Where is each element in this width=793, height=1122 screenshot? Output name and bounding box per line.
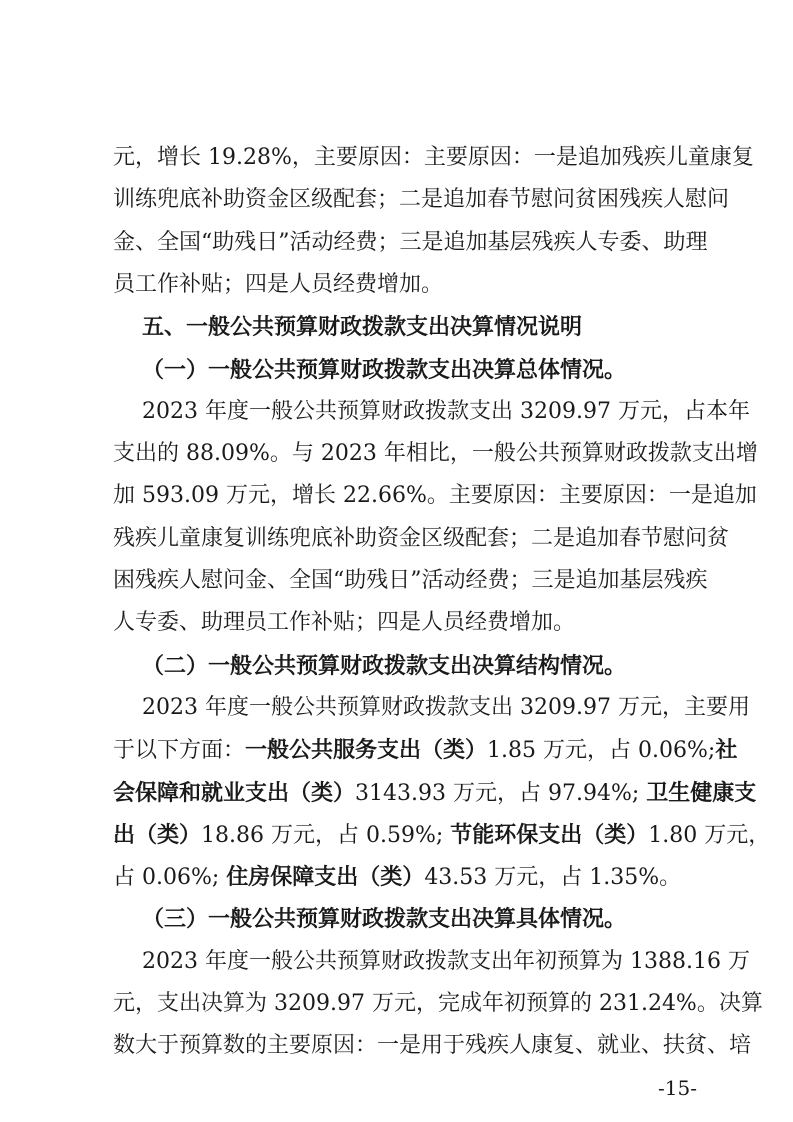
bold-text: 一般公共服务支出（类） (245, 737, 488, 764)
body-text: 占 0.06%; (113, 865, 227, 891)
text-line (113, 607, 697, 639)
body-text: 于以下方面： (113, 738, 246, 764)
text-line (113, 142, 754, 174)
text-line (142, 946, 750, 978)
body-text: 加 593.09 万元，增长 22.66%。主要原因：主要原因：一是追加 (113, 483, 757, 509)
body-text: 员工作补贴；四是人员经费增加。 (113, 271, 444, 297)
bold-text: 会保障和就业支出（类） (113, 779, 356, 806)
bold-text: 节能环保支出（类） (450, 821, 649, 848)
body-text: 元，增长 19.28%，主要原因：主要原因：一是追加残疾儿童康复 (113, 145, 754, 170)
text-line (113, 777, 757, 809)
bold-text: 住房保障支出（类） (226, 864, 425, 891)
bold-text: 五、一般公共预算财政拨款支出决算情况说明 (142, 314, 583, 341)
body-text: 1.80 万元， (648, 822, 771, 848)
text-line (142, 396, 750, 428)
bold-text: （二）一般公共预算财政拨款支出决算结构情况。 (142, 652, 627, 679)
body-text: 金、全国“助残日”活动经费；三是追加基层残疾人专委、助理 (113, 229, 708, 255)
text-line (142, 692, 750, 724)
body-text: 人专委、助理员工作补贴；四是人员经费增加。 (113, 610, 576, 636)
body-text: 训练兜底补助资金区级配套；二是追加春节慰问贫困残疾人慰问 (113, 187, 730, 213)
body-text: 支出的 88.09%。与 2023 年相比，一般公共预算财政拨款支出增 (113, 441, 758, 467)
body-text: 43.53 万元，占 1.35%。 (424, 865, 682, 891)
section-heading (142, 903, 697, 935)
body-text: 2023 年度一般公共预算财政拨款支出 3209.97 万元，占本年 (142, 398, 750, 424)
text-line (113, 819, 771, 851)
text-line (113, 565, 708, 597)
body-text: 1.85 万元，占 0.06%; (487, 738, 716, 764)
bold-text: （一）一般公共预算财政拨款支出决算总体情况。 (142, 356, 627, 383)
section-heading (142, 650, 697, 682)
text-line (113, 988, 763, 1020)
section-heading (142, 311, 697, 343)
body-text: 元，支出决算为 3209.97 万元，完成年初预算的 231.24%。决算 (113, 991, 763, 1016)
text-line (113, 734, 738, 766)
bold-text: 社 (715, 737, 738, 764)
text-line (113, 227, 708, 259)
section-heading (142, 354, 697, 386)
page-number: -15- (658, 1076, 697, 1100)
bold-text: 卫生健康支 (646, 779, 757, 806)
body-text: 18.86 万元，占 0.59%; (201, 822, 451, 848)
text-line (113, 1030, 752, 1062)
text-line (113, 438, 758, 470)
bold-text: （三）一般公共预算财政拨款支出决算具体情况。 (142, 906, 627, 933)
body-text: 2023 年度一般公共预算财政拨款支出 3209.97 万元，主要用 (142, 694, 750, 720)
bold-text: 出（类） (113, 821, 202, 848)
body-text: 3143.93 万元，占 97.94%; (355, 780, 647, 806)
text-line (113, 269, 697, 301)
body-text: 2023 年度一般公共预算财政拨款支出年初预算为 1388.16 万 (142, 948, 750, 974)
text-line (113, 523, 730, 555)
text-line (113, 184, 730, 216)
body-text: 数大于预算数的主要原因：一是用于残疾人康复、就业、扶贫、培 (113, 1033, 752, 1059)
text-line (113, 861, 697, 893)
text-line (113, 480, 757, 512)
body-text: 困残疾人慰问金、全国“助残日”活动经费；三是追加基层残疾 (113, 568, 708, 593)
body-text: 残疾儿童康复训练兜底补助资金区级配套；二是追加春节慰问贫 (113, 525, 730, 551)
